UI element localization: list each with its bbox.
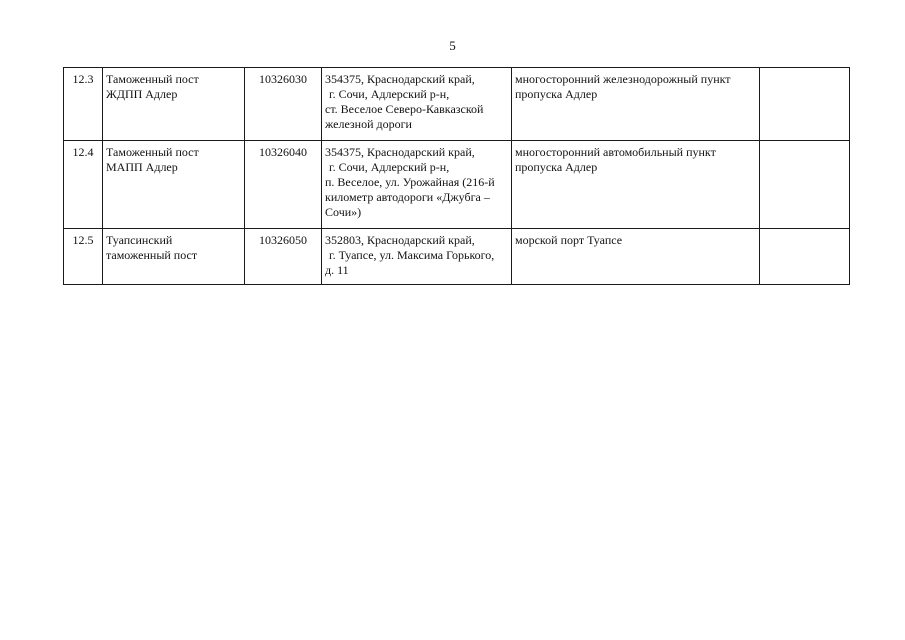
address-line: ст. Веселое Северо-Кавказской: [325, 102, 484, 116]
address-cell: [322, 141, 512, 229]
note-cell: [760, 68, 850, 141]
checkpoint-line: многосторонний автомобильный пункт: [515, 145, 716, 159]
page-number: 5: [449, 38, 456, 53]
table-row: [64, 141, 850, 229]
address-line: г. Туапсе, ул. Максима Горького,: [329, 248, 495, 262]
address-line: Сочи»): [325, 205, 362, 219]
table-row: [64, 68, 850, 141]
address-line: 354375, Краснодарский край,: [325, 72, 475, 86]
post-name-cell: [103, 141, 245, 229]
post-name-line: МАПП Адлер: [106, 160, 178, 174]
post-name-line: Таможенный пост: [106, 72, 199, 86]
checkpoint-line: морской порт Туапсе: [515, 233, 623, 247]
address-line: г. Сочи, Адлерский р-н,: [329, 160, 450, 174]
checkpoint-cell: [512, 68, 760, 141]
address-line: железной дороги: [325, 117, 412, 131]
post-code-cell: 10326040: [245, 141, 322, 229]
note-cell: [760, 141, 850, 229]
post-code-cell: 10326050: [245, 229, 322, 285]
post-name-cell: [103, 68, 245, 141]
checkpoint-cell: [512, 141, 760, 229]
checkpoint-line: пропуска Адлер: [515, 160, 598, 174]
checkpoint-line: многосторонний железнодорожный пункт: [515, 72, 731, 86]
address-line: г. Сочи, Адлерский р-н,: [329, 87, 450, 101]
checkpoint-cell: [512, 229, 760, 285]
note-cell: [760, 229, 850, 285]
post-name-line: ЖДПП Адлер: [106, 87, 178, 101]
address-cell: [322, 68, 512, 141]
row-number-cell: 12.5: [64, 229, 103, 285]
address-cell: [322, 229, 512, 285]
post-name-line: таможенный пост: [106, 248, 198, 262]
address-line: километр автодороги «Джубга –: [325, 190, 490, 204]
post-name-line: Таможенный пост: [106, 145, 199, 159]
row-number-cell: 12.4: [64, 141, 103, 229]
row-number-cell: 12.3: [64, 68, 103, 141]
address-line: д. 11: [325, 263, 349, 277]
address-line: п. Веселое, ул. Урожайная (216-й: [325, 175, 495, 189]
post-name-line: Туапсинский: [106, 233, 173, 247]
checkpoint-line: пропуска Адлер: [515, 87, 598, 101]
address-line: 354375, Краснодарский край,: [325, 145, 475, 159]
table-row: [64, 229, 850, 285]
post-name-cell: [103, 229, 245, 285]
post-code-cell: 10326030: [245, 68, 322, 141]
customs-posts-table: [63, 67, 850, 285]
address-line: 352803, Краснодарский край,: [325, 233, 475, 247]
